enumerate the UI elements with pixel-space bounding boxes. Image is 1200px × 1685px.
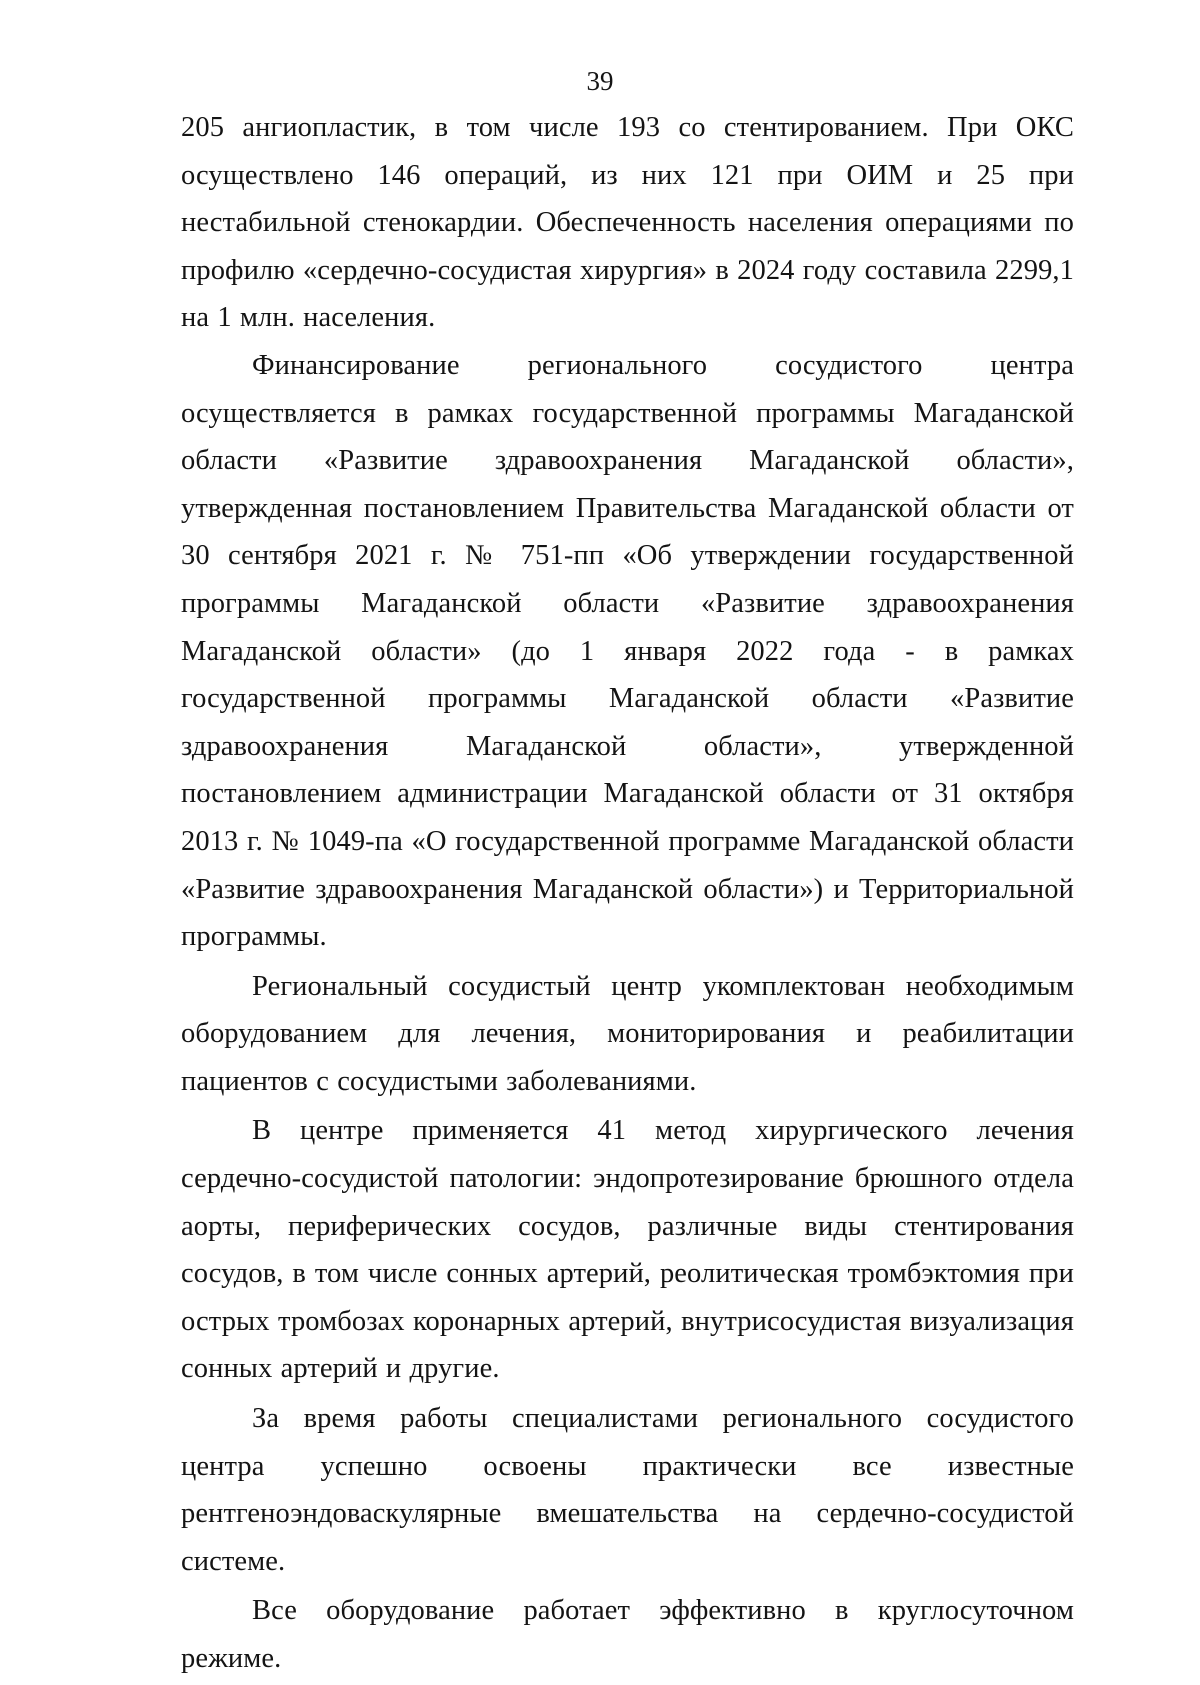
document-body bbox=[181, 104, 1074, 1685]
paragraph-continuation: 205 ангиопластик, в том числе 193 со стентированием. При ОКС осуществлено 146 операций, из них 121 при ОИМ и 25 при нестабильной стенокардии. Обеспеченность населения операциями по профилю «сердечно-сосудистая хирургия» в 2024 году составила 2299,1 на 1 млн. населения. bbox=[181, 112, 1074, 334]
page-number: 39 bbox=[586, 66, 614, 96]
paragraph-financing: Финансирование регионального сосудистого центра осуществляется в рамках государственной программы Магаданской области «Развитие здравоохранения Магаданской области», утвержденная постановлением Правительства Магаданской области от 30 сентября 2021 г. № 751-пп «Об утверждении государственной программы Магаданской области «Развитие здравоохранения Магаданской области» (до 1 января 2022 года - в рамках государственной программы Магаданской области «Развитие здравоохранения Магаданской области», утвержденной постановлением администрации Магаданской области от 31 октября 2013 г. № 1049-па «О государственной программе Магаданской области «Развитие здравоохранения Магаданской области») и Территориальной программы. bbox=[181, 349, 1074, 953]
paragraph-specialists: За время работы специалистами регионального сосудистого центра успешно освоены практически все известные рентгеноэндоваскулярные вмешательства на сердечно-сосудистой системе. bbox=[181, 1403, 1074, 1577]
paragraph-operation-mode: Все оборудование работает эффективно в круглосуточном режиме. bbox=[181, 1595, 1074, 1674]
paragraph-methods: В центре применяется 41 метод хирургического лечения сердечно-сосудистой патологии: эндопротезирование брюшного отдела аорты, периферических сосудов, различные виды стентирования сосудов, в том числе сонных артерий, реолитическая тромбэктомия при острых тромбозах коронарных артерий, внутрисосудистая визуализация сонных артерий и другие. bbox=[181, 1115, 1074, 1385]
paragraph-equipment: Региональный сосудистый центр укомплектован необходимым оборудованием для лечения, мониторирования и реабилитации пациентов с сосудистыми заболеваниями. bbox=[181, 970, 1074, 1097]
